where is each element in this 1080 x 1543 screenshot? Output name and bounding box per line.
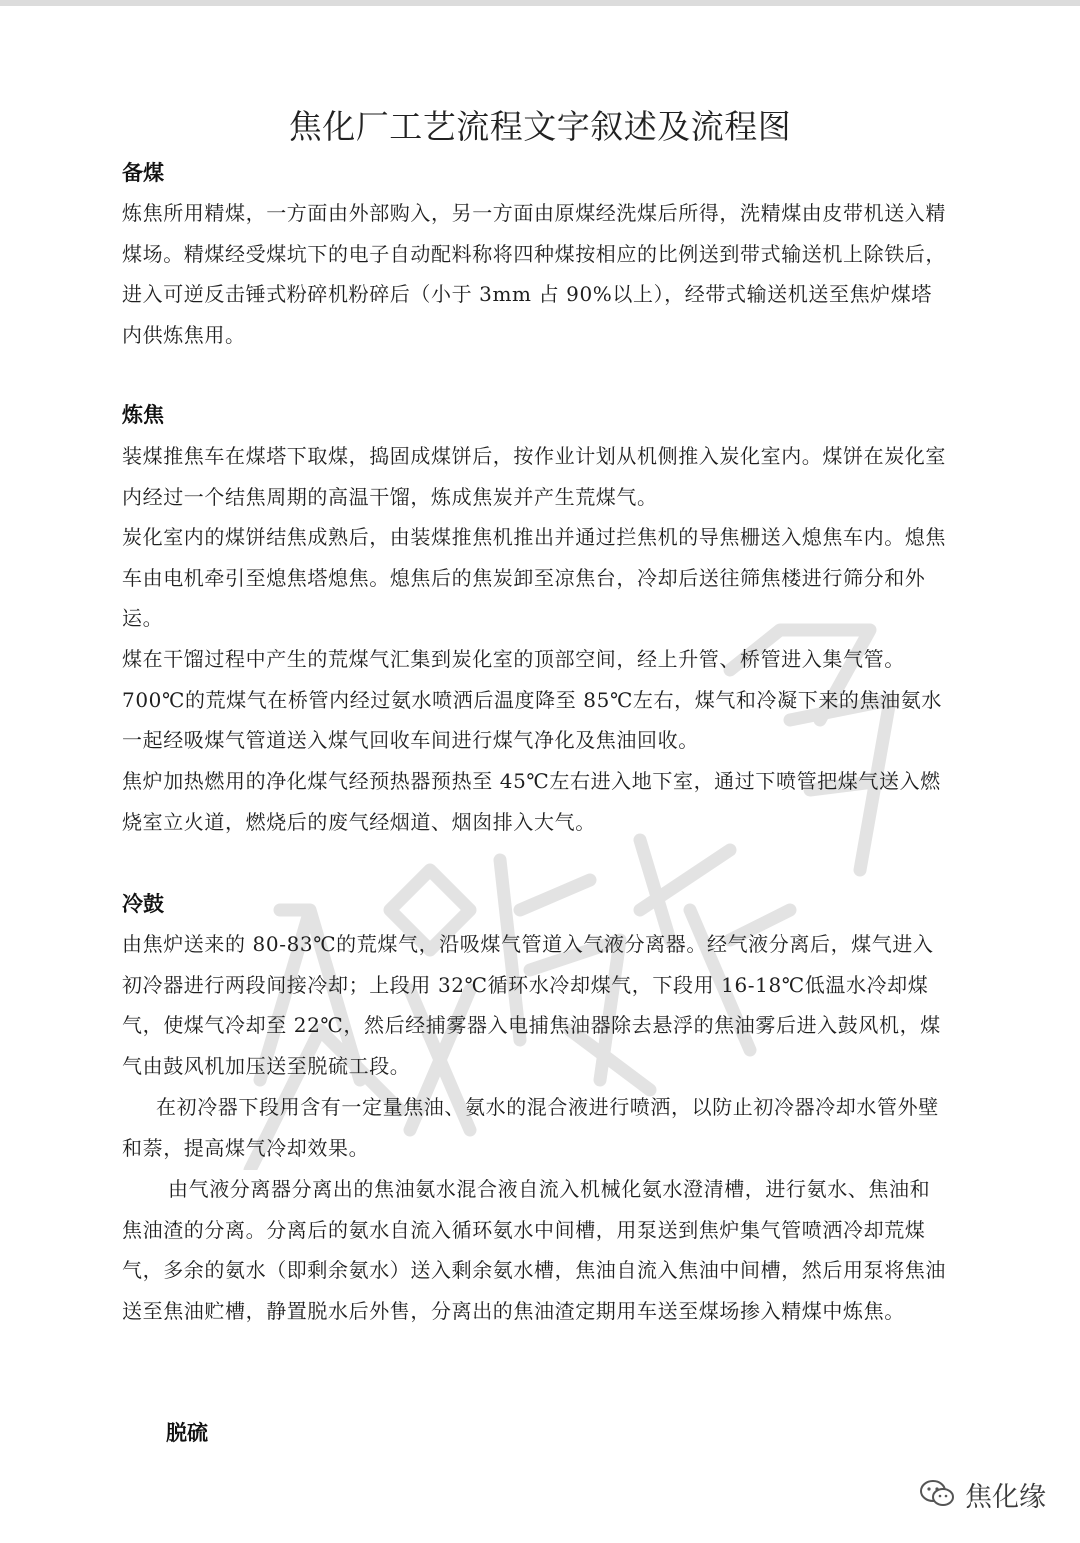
cooling-blower-paragraph-1: 由焦炉送来的 80-83℃的荒煤气，沿吸煤气管道入气液分离器。经气液分离后，煤气进入初冷器进行两段间接冷却；上段用 32℃循环水冷却煤气，下段用 16-18℃低温水冷却煤气，使煤气冷却至 22℃，然后经捕雾器入电捕焦油器除去悬浮的焦油雾后进入鼓风机，煤气由鼓风机加压送至脱硫工段。 xyxy=(122,932,941,1078)
footer-brand xyxy=(919,1474,1046,1514)
section-heading-coking: 炼焦 xyxy=(122,403,164,427)
document-title: 焦化厂工艺流程文字叙述及流程图 xyxy=(288,107,792,146)
cooling-blower-paragraph-2: 在初冷器下段用含有一定量焦油、氨水的混合液进行喷洒，以防止初冷器冷却水管外壁和萘，提高煤气冷却效果。 xyxy=(122,1095,939,1160)
cooling-blower-paragraph-3: 由气液分离器分离出的焦油氨水混合液自流入机械化氨水澄清槽，进行氨水、焦油和焦油渣的分离。分离后的氨水自流入循环氨水中间槽，用泵送到焦炉集气管喷洒冷却荒煤气，多余的氨水（即剩余氨水）送入剩余氨水槽，焦油自流入焦油中间槽，然后用泵将焦油送至焦油贮槽，静置脱水后外售，分离出的焦油渣定期用车送至煤场掺入精煤中炼焦。 xyxy=(122,1177,946,1323)
coal-preparation-paragraph: 炼焦所用精煤，一方面由外部购入，另一方面由原煤经洗煤后所得，洗精煤由皮带机送入精煤场。精煤经受煤坑下的电子自动配料称将四种煤按相应的比例送到带式输送机上除铁后，进入可逆反击锤式粉碎机粉碎后（小于 3mm 占 90%以上），经带式输送机送至焦炉煤塔内供炼焦用。 xyxy=(122,201,946,347)
coking-paragraph-1: 装煤推焦车在煤塔下取煤，捣固成煤饼后，按作业计划从机侧推入炭化室内。煤饼在炭化室内经过一个结焦周期的高温干馏，炼成焦炭并产生荒煤气。 xyxy=(122,444,946,509)
page-top-edge xyxy=(0,0,1080,6)
section-heading-cooling-blower: 冷鼓 xyxy=(122,892,164,916)
coking-paragraph-3: 煤在干馏过程中产生的荒煤气汇集到炭化室的顶部空间，经上升管、桥管进入集气管。700℃的荒煤气在桥管内经过氨水喷洒后温度降至 85℃左右，煤气和冷凝下来的焦油氨水一起经吸煤气管道送入煤气回收车间进行煤气净化及焦油回收。 xyxy=(122,647,942,752)
coking-paragraph-2: 炭化室内的煤饼结焦成熟后，由装煤推焦机推出并通过拦焦机的导焦栅送入熄焦车内。熄焦车由电机牵引至熄焦塔熄焦。熄焦后的焦炭卸至凉焦台，冷却后送往筛焦楼进行筛分和外运。 xyxy=(122,525,946,630)
section-heading-desulfurization: 脱硫 xyxy=(166,1421,208,1445)
section-heading-coal-preparation: 备煤 xyxy=(122,161,164,185)
coking-paragraph-4: 焦炉加热燃用的净化煤气经预热器预热至 45℃左右进入地下室，通过下喷管把煤气送入燃烧室立火道，燃烧后的废气经烟道、烟囱排入大气。 xyxy=(122,769,941,834)
wechat-icon xyxy=(919,1479,955,1509)
footer-brand-name: 焦化缘 xyxy=(965,1481,1046,1513)
